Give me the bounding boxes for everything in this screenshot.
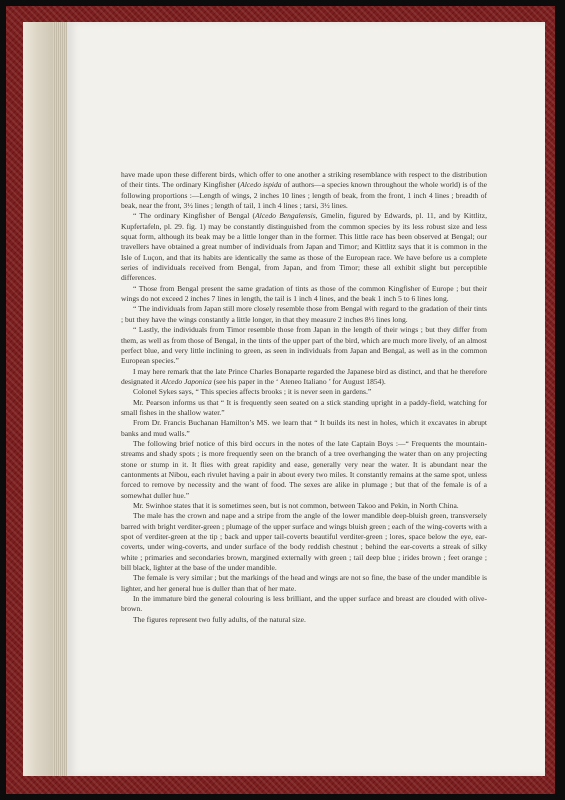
body-text bbox=[121, 170, 487, 625]
italic-species-name: Alcedo ispida bbox=[240, 180, 282, 190]
paragraph bbox=[121, 398, 487, 419]
page-edges bbox=[53, 22, 67, 776]
text-run: From Dr. Francis Buchanan Hamilton’s MS. we learn that “ It builds its nest in holes, which it excavates in abrupt banks and mud walls.” bbox=[121, 418, 487, 438]
paragraph bbox=[121, 325, 487, 366]
text-run: , Gmelin, figured by Edwards, pl. 11, and by Kittlitz, Kupfertafeln, pl. 29. fig. 1) may be constantly distinguished from the common species by its less robust size and less squat form, although its beak may be a little longer than in the former. This little race has been observed at Bengal; our travellers have obtained a great number of individuals from Japan and Timor; and Kittlitz says that it is common in the Isle of Luçon, and that its habits are identically the same as those of the European race. We have before us a complete series of individuals received from Bengal, from Japan, and from Timor; these all exhibit slight but perceptible differences. bbox=[121, 211, 487, 283]
endpaper bbox=[23, 22, 53, 776]
italic-species-name: Alcedo Japonica bbox=[161, 376, 212, 386]
text-run: “ The ordinary Kingfisher of Bengal ( bbox=[133, 211, 256, 221]
text-run: Mr. Pearson informs us that “ It is frequently seen seated on a stick standing upright in a paddy-field, watching for small fishes in the shallow water.” bbox=[121, 397, 487, 417]
text-run: have made upon these different birds, which offer to one another a striking resemblance with respect to the distribution of their tints. The ordinary Kingfisher ( bbox=[121, 170, 487, 190]
paragraph bbox=[121, 511, 487, 573]
paragraph bbox=[121, 367, 487, 388]
paragraph bbox=[121, 573, 487, 594]
paragraph bbox=[121, 615, 487, 625]
text-run: The figures represent two fully adults, of the natural size. bbox=[133, 614, 306, 624]
paragraph bbox=[121, 594, 487, 615]
paragraph bbox=[121, 439, 487, 501]
text-run: Mr. Swinhoe states that it is sometimes seen, but is not common, between Takoo and Pekin, in North China. bbox=[133, 501, 459, 510]
paragraph bbox=[121, 284, 487, 305]
text-run: The female is very similar ; but the markings of the head and wings are not so fine, the base of the under mandible is lighter, and her general hue is duller than that of her mate. bbox=[121, 573, 487, 593]
text-run: “ Those from Bengal present the same gradation of tints as those of the common Kingfisher of Europe ; but their wings do not exceed 2 inches 7 lines in length, the tail is 1 inch 4 lines, and the beak 1 inch 5 to 6 lines long. bbox=[121, 283, 487, 304]
paragraph bbox=[121, 387, 487, 397]
paragraph bbox=[121, 304, 487, 325]
text-run: “ The individuals from Japan still more closely resemble those from Bengal with regard to the gradation of their tints ; but they have the wings constantly a little longer, in that they measure 2 inches 8½ lines long. bbox=[121, 304, 487, 324]
paragraph bbox=[121, 211, 487, 283]
paragraph bbox=[121, 418, 487, 439]
book-page bbox=[67, 22, 545, 776]
text-run: of authors—a species known throughout the whole world) is of the following proportions :—Length of wings, 2 inches 10 lines ; length of beak, from the front, 1 inch 4 lines ; breadth of beak, near the front, 3½ lines ; length of tail, 1 inch 4 lines ; tarsi, 3½ lines. bbox=[121, 180, 488, 211]
text-run: “ Lastly, the individuals from Timor resemble those from Japan in the length of their wings ; but they differ from them, as well as from those of Bengal, in the tints of the upper part of the bird, which are much more lively, of an almost perfect blue, and very little inclining to green, as seen in individuals from Japan and Bengal, as well as in the common European species.” bbox=[121, 325, 487, 366]
paragraph bbox=[121, 501, 487, 511]
text-run: Colonel Sykes says, “ This species affects brooks ; it is never seen in gardens.” bbox=[133, 387, 372, 397]
italic-species-name: Alcedo Bengalensis bbox=[255, 211, 316, 221]
text-run: I may here remark that the late Prince Charles Bonaparte regarded the Japanese bird as distinct, and that he therefore designated it bbox=[121, 366, 487, 386]
text-run: The male has the crown and nape and a stripe from the angle of the lower mandible deep-bluish green, transversely barred with bright verditer-green ; plumage of the upper surface and wings bluish green ; each of the wing-coverts with a spot of verditer-green at the tip ; back and upper tail-coverts beautiful verditer-green ; lores, space below the eye, ear-coverts, under wing-coverts, and under surface of the body reddish chestnut ; behind the ear-coverts a streak of silky white ; primaries and secondaries brown, margined externally with green ; tail deep blue ; irides brown ; feet orange ; bill black, lighter at the base of the under mandible. bbox=[121, 511, 487, 573]
text-run: The following brief notice of this bird occurs in the notes of the late Captain Boys :—“ Frequents the mountain-streams and shady spots ; is more frequently seen on the branch of a tree overhanging the water than on any projecting stone or stump in it. It flies with great rapidity and ease, generally very near the water. It is abundant near the cantonments at Nibou, each rivulet having a pair in about every two miles. It constantly remains at the same spot, unless forced to remove by necessity and the want of food. The sexes are alike in plumage ; but that of the female is of a somewhat duller hue.” bbox=[121, 438, 487, 500]
text-run: In the immature bird the general colouring is less brilliant, and the upper surface and breast are clouded with olive-brown. bbox=[121, 594, 487, 614]
paragraph bbox=[121, 170, 487, 211]
text-run: (see his paper in the ‘ Ateneo Italiano ’ for August 1854). bbox=[211, 376, 386, 386]
